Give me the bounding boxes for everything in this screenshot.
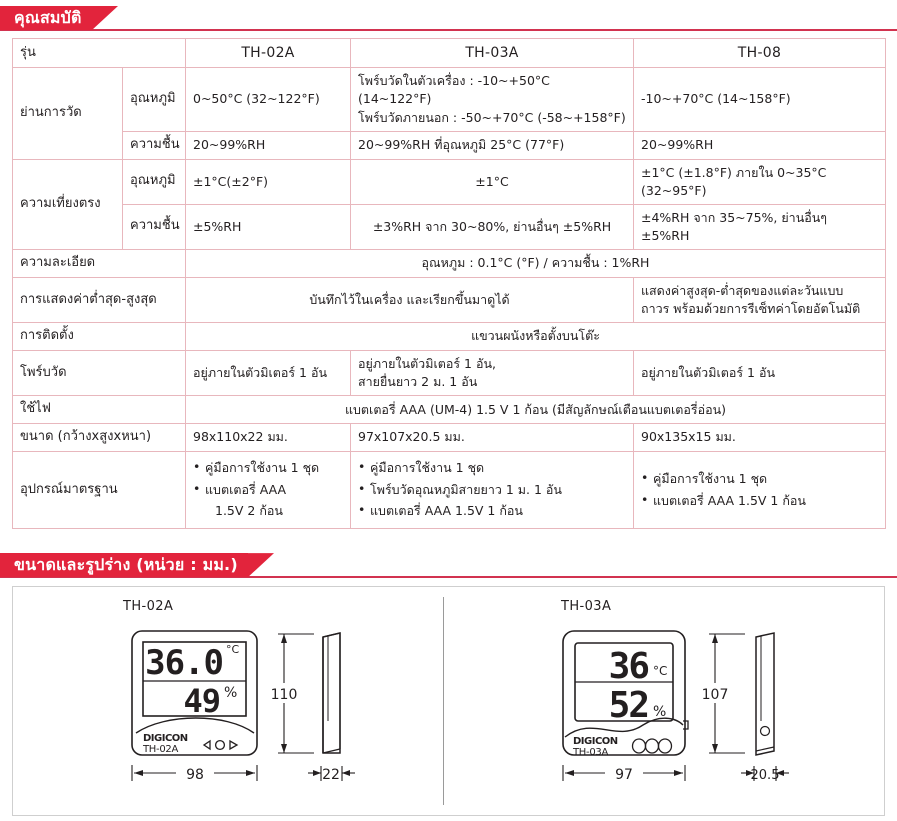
th03a-height-value: 107: [701, 687, 729, 704]
cell-accuracy-temp-th02a: ±1°C(±2°F): [186, 159, 351, 204]
th03a-thickness-value: 20.5: [750, 768, 780, 784]
row-label-installation: การติดตั้ง: [13, 323, 186, 351]
th03a-button-1: [633, 739, 646, 753]
th02a-thickness-value: 22: [322, 767, 340, 784]
table-row-range-humid: [13, 131, 886, 159]
cell-probe-th03a-line1: อยู่ภายในตัวมิเตอร์ 1 อัน,: [358, 355, 496, 371]
th03a-brand-label: DIGICON: [573, 736, 618, 748]
th03a-lcd-temp-unit: °C: [653, 664, 668, 679]
cell-probe-th08: อยู่ภายในตัวมิเตอร์ 1 อัน: [634, 350, 886, 395]
th03a-side-port: [761, 727, 770, 736]
cell-size-th03a: 97x107x20.5 มม.: [351, 424, 634, 452]
table-row-range-temp: [13, 68, 886, 131]
cell-probe-th02a: อยู่ภายในตัวมิเตอร์ 1 อัน: [186, 350, 351, 395]
table-row-accuracy-humid: [13, 204, 886, 249]
accessories-list-th03a: [358, 459, 626, 521]
row-label-minmax: การแสดงค่าต่ำสุด-สูงสุด: [13, 277, 186, 322]
row-label-accessories: อุปกรณ์มาตรฐาน: [13, 451, 186, 528]
cell-accuracy-temp-th08: ±1°C (±1.8°F) ภายใน 0~35°C (32~95°F): [634, 159, 886, 204]
list-item: • คู่มือการใช้งาน 1 ชุด: [193, 459, 343, 478]
th02a-bezel-curve: [136, 718, 254, 733]
list-item: • คู่มือการใช้งาน 1 ชุด: [358, 459, 626, 478]
table-row-resolution: [13, 250, 886, 278]
th03a-side-view: [756, 633, 774, 755]
row-label-power: ใช้ไฟ: [13, 396, 186, 424]
th02a-lcd-humid-unit: %: [224, 685, 238, 702]
cell-range-temp-th03a: [351, 68, 634, 131]
th02a-model-print: TH-02A: [143, 744, 179, 756]
panel-divider: [443, 597, 444, 805]
header-model-th08: TH-08: [634, 39, 886, 68]
row-label-size: ขนาด (กว้างxสูงxหนา): [13, 424, 186, 452]
sub-label-humidity-accuracy: ความชื้น: [123, 204, 186, 249]
cell-range-temp-th08: -10~+70°C (14~158°F): [634, 68, 886, 131]
cell-probe-th03a-line2: สายยื่นยาว 2 ม. 1 อัน: [358, 374, 478, 390]
list-item: 1.5V 2 ก้อน: [215, 503, 283, 519]
list-item: • โพร์บวัดอุณหภูมิสายยาว 1 ม. 1 อัน: [358, 481, 626, 500]
th03a-lcd-humid-unit: %: [653, 704, 667, 721]
th02a-drawing: [118, 625, 418, 810]
cell-minmax-th02a-th03a: บันทึกไว้ในเครื่อง และเรียกขึ้นมาดูได้: [186, 277, 634, 322]
header-model-th02a: TH-02A: [186, 39, 351, 68]
th02a-lcd-humid-value: 49: [183, 682, 220, 721]
th02a-button-left: [204, 741, 210, 749]
accessories-list-th08: [641, 470, 878, 511]
table-row-accuracy-temp: [13, 159, 886, 204]
th02a-lcd-temp-value: 36.0: [145, 643, 223, 684]
table-row-model-header: [13, 39, 886, 68]
table-row-accessories: [13, 451, 886, 528]
row-label-resolution: ความละเอียด: [13, 250, 186, 278]
cell-range-temp-th03a-line1: โพร์บวัดในตัวเครื่อง : -10~+50°C (14~122°F): [358, 73, 550, 107]
spec-table-container: [12, 38, 885, 529]
th02a-width-value: 98: [186, 767, 204, 784]
cell-accuracy-humid-th02a: ±5%RH: [186, 204, 351, 249]
cell-installation-all: แขวนผนังหรือตั้งบนโต๊ะ: [186, 323, 886, 351]
th03a-width-value: 97: [615, 767, 633, 784]
cell-minmax-th08-line2: ถาวร พร้อมด้วยการรีเซ็ทค่าโดยอัตโนมัติ: [641, 300, 861, 316]
row-label-measuring-range: ย่านการวัด: [13, 68, 123, 159]
cell-power-all: แบตเตอรี่ AAA (UM-4) 1.5 V 1 ก้อน (มีสัญลักษณ์เตือนแบตเตอรี่อ่อน): [186, 396, 886, 424]
th03a-button-3: [659, 739, 672, 753]
cell-size-th08: 90x135x15 มม.: [634, 424, 886, 452]
table-row-installation: [13, 323, 886, 351]
table-row-minmax: [13, 277, 886, 322]
table-row-size: [13, 424, 886, 452]
features-banner: [0, 0, 897, 30]
th03a-lcd-temp-value: 36: [608, 646, 648, 688]
spec-table: [12, 38, 886, 529]
cell-accuracy-humid-th08: ±4%RH จาก 35~75%, ย่านอื่นๆ ±5%RH: [634, 204, 886, 249]
cell-accessories-th02a: [186, 451, 351, 528]
cell-accuracy-humid-th03a: ±3%RH จาก 30~80%, ย่านอื่นๆ ±5%RH: [351, 204, 634, 249]
banner-rule-1: [0, 29, 897, 31]
list-item: • แบตเตอรี่ AAA: [193, 481, 343, 500]
dimensions-banner-tail: [248, 553, 274, 577]
dimensions-panel-container: [12, 586, 885, 816]
list-item: • แบตเตอรี่ AAA 1.5V 1 ก้อน: [358, 502, 626, 521]
cell-minmax-th08: [634, 277, 886, 322]
features-banner-tail: [92, 6, 118, 30]
row-label-accuracy: ความเที่ยงตรง: [13, 159, 123, 250]
th02a-button-center: [216, 741, 225, 750]
cell-resolution-all: อุณหภูม : 0.1°C (°F) / ความชื้น : 1%RH: [186, 250, 886, 278]
th03a-lcd-humid-value: 52: [608, 685, 648, 727]
dimension-title-th03a: TH-03A: [561, 599, 612, 615]
dimension-title-th02a: TH-02A: [123, 599, 174, 615]
sub-label-temperature-range: อุณหภูมิ: [123, 68, 186, 131]
cell-range-temp-th03a-line2: โพร์บวัดภายนอก : -50~+70°C (-58~+158°F): [358, 109, 626, 125]
cell-range-humid-th03a: 20~99%RH ที่อุณหภูมิ 25°C (77°F): [351, 131, 634, 159]
cell-size-th02a: 98x110x22 มม.: [186, 424, 351, 452]
th03a-model-print: TH-03A: [573, 747, 609, 759]
features-banner-label: คุณสมบัติ: [0, 6, 92, 30]
th02a-side-view: [323, 633, 340, 753]
table-row-power: [13, 396, 886, 424]
header-model-th03a: TH-03A: [351, 39, 634, 68]
th02a-lcd-temp-unit: °C: [226, 643, 240, 657]
cell-minmax-th08-line1: แสดงค่าสูงสุด-ต่ำสุดของแต่ละวันแบบ: [641, 282, 844, 298]
cell-accessories-th08: [634, 451, 886, 528]
cell-range-temp-th02a: 0~50°C (32~122°F): [186, 68, 351, 131]
cell-range-humid-th02a: 20~99%RH: [186, 131, 351, 159]
header-label-model: รุ่น: [13, 39, 186, 68]
list-item: • คู่มือการใช้งาน 1 ชุด: [641, 470, 878, 489]
th02a-height-value: 110: [270, 687, 298, 704]
sub-label-temperature-accuracy: อุณหภูมิ: [123, 159, 186, 204]
sub-label-humidity-range: ความชื้น: [123, 131, 186, 159]
th03a-drawing: [535, 625, 855, 810]
cell-range-humid-th08: 20~99%RH: [634, 131, 886, 159]
cell-probe-th03a: [351, 350, 634, 395]
accessories-list-th02a: [193, 459, 343, 521]
dimensions-banner-label: ขนาดและรูปร่าง (หน่วย : มม.): [0, 553, 248, 577]
th02a-brand-label: DIGICON: [143, 733, 188, 745]
cell-accuracy-temp-th03a: ±1°C: [351, 159, 634, 204]
cell-accessories-th03a: [351, 451, 634, 528]
th02a-button-right: [230, 741, 237, 749]
dimensions-banner: [0, 547, 897, 577]
table-row-probe: [13, 350, 886, 395]
th03a-button-2: [646, 739, 659, 753]
row-label-probe: โพร์บวัด: [13, 350, 186, 395]
dimensions-panel: [12, 586, 885, 816]
list-item: • แบตเตอรี่ AAA 1.5V 1 ก้อน: [641, 492, 878, 511]
